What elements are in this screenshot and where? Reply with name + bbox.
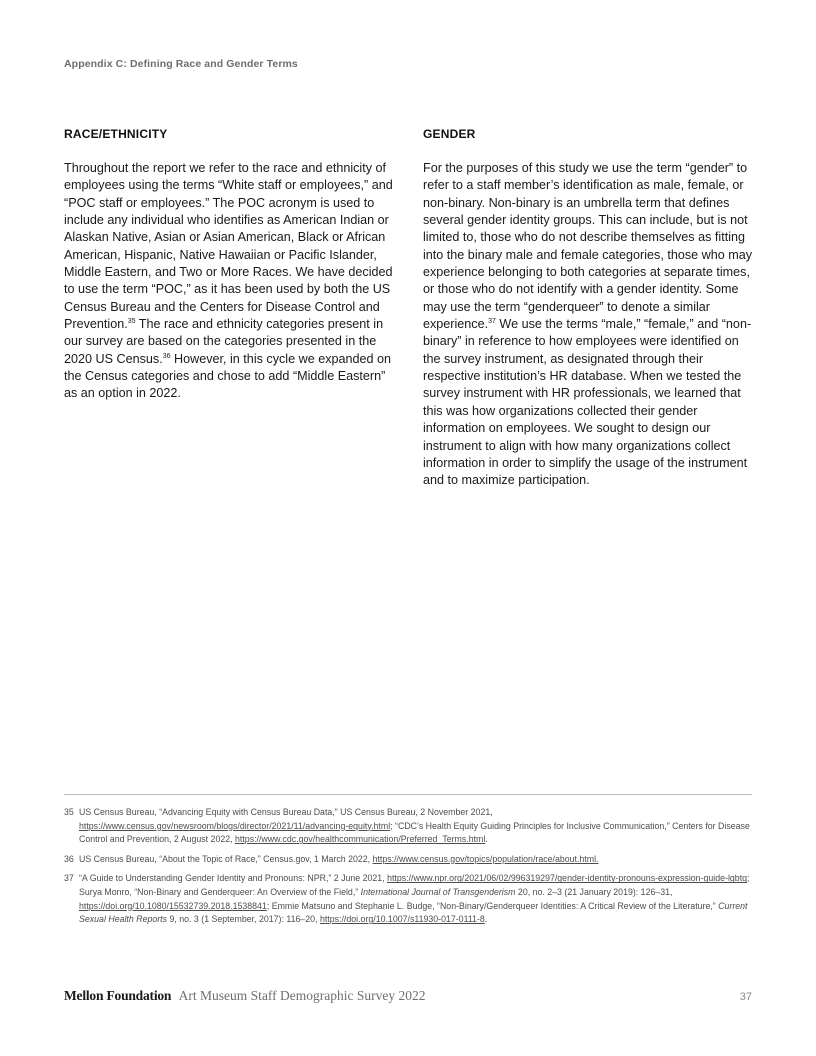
footnote-number: 35	[64, 807, 74, 817]
race-ethnicity-section	[64, 126, 400, 403]
footnote-link[interactable]: https://www.census.gov/topics/population/race/about.html.	[372, 853, 599, 864]
race-text-3: However, in this cycle we expanded on the Census categories and chose to add “Middle Eastern” as an option in 2022.	[64, 351, 392, 401]
gender-paragraph	[423, 160, 759, 490]
footnote-text: .	[485, 834, 488, 845]
footnote-number: 36	[64, 853, 74, 864]
gender-heading: GENDER	[423, 127, 476, 141]
footnote-35	[64, 806, 752, 847]
report-title: Art Museum Staff Demographic Survey 2022	[178, 988, 426, 1003]
footnote-ref-37[interactable]: 37	[488, 318, 496, 326]
page-number: 37	[739, 991, 752, 1003]
footnote-text: “A Guide to Understanding Gender Identity and Pronouns: NPR,” 2 June 2021,	[79, 873, 388, 884]
footnote-37	[64, 872, 752, 926]
gender-section	[423, 126, 759, 490]
footnote-36	[64, 853, 752, 867]
footnote-text: 9, no. 3 (1 September, 2017): 116–20,	[167, 914, 320, 925]
footnote-text: US Census Bureau, “About the Topic of Race,” Census.gov, 1 March 2022,	[79, 853, 373, 864]
brand-name: Mellon Foundation	[64, 988, 172, 1003]
footer-brand	[64, 988, 425, 1004]
race-ethnicity-heading: RACE/ETHNICITY	[64, 127, 168, 141]
gender-text-2: We use the terms “male,” “female,” and “non-binary” in reference to how employees were identified on the survey instrument, as designated through their respective institution’s HR database. When we tested the survey instrument with HR professionals, we learned that this was how organizations collected their gender information on employees. We sought to design our instrument to align with how many organizations collect information in order to simplify the usage of the instrument and to maximize participation.	[423, 317, 752, 488]
footnote-text: .	[484, 914, 488, 925]
footnotes	[64, 806, 752, 933]
race-text-2: The race and ethnicity categories present in our survey are based on the categories presented in the 2020 US Census.	[64, 317, 384, 366]
footnote-ref-36[interactable]: 36	[162, 352, 171, 360]
footnote-link[interactable]: https://www.cdc.gov/healthcommunication/Preferred_Terms.html	[235, 834, 486, 845]
footnote-ref-35[interactable]: 35	[127, 318, 136, 326]
gender-text-1: For the purposes of this study we use the term “gender” to refer to a staff member’s identification as male, female, or non-binary. Non-binary is an umbrella term that defines several gender identity groups. This can include, but is not limited to, those who do not describe themselves as fitting into the binary male and female categories, those who may experience belonging to both categories at separate times, or those who do not identify with a gender identity. Some may use the term “genderqueer” to denote a similar experience.	[423, 161, 753, 332]
footnote-text: US Census Bureau, “Advancing Equity with Census Bureau Data,” US Census Bureau, 2 November 2021,	[79, 807, 493, 817]
footnote-text: 20, no. 2–3 (21 January 2019): 126–31,	[515, 886, 673, 897]
footnote-link[interactable]: https://www.npr.org/2021/06/02/996319297/gender-identity-pronouns-expression-guide-lgbtq	[387, 873, 748, 884]
race-text-1: Throughout the report we refer to the race and ethnicity of employees using the terms “White staff or employees,” and “POC staff or employees.” The POC acronym is used to include any individual who identifies as American Indian or Alaskan Native, Asian or Asian American, Black or African American, Hispanic, Native Hawaiian or Pacific Islander, Middle Eastern, and Two or More Races. We have decided to use the term “POC,” as it has been used by both the US Census Bureau and the Centers for Disease Control and Prevention.	[64, 161, 393, 332]
footnote-number: 37	[64, 873, 74, 884]
footnote-divider	[64, 794, 752, 795]
running-head: Appendix C: Defining Race and Gender Terms	[64, 58, 298, 70]
journal-title: International Journal of Transgenderism	[360, 886, 516, 897]
footnote-text: ; Emmie Matsuno and Stephanie L. Budge, “Non-Binary/Genderqueer Identities: A Critical Review of the Literature,”	[266, 900, 719, 911]
footnote-text: ; Surya Monro, “Non-Binary and Genderqueer: An Overview of the Field,”	[79, 873, 750, 897]
footnote-link[interactable]: https://doi.org/10.1080/15532739.2018.1538841	[79, 900, 267, 911]
footnote-text: ; “CDC’s Health Equity Guiding Principles for Inclusive Communication,” Centers for Disease Control and Prevention, 2 August 2022,	[79, 820, 750, 845]
footnote-link[interactable]: https://doi.org/10.1007/s11930-017-0111-8	[319, 914, 485, 925]
race-ethnicity-paragraph	[64, 160, 400, 403]
footnote-link[interactable]: https://www.census.gov/newsroom/blogs/director/2021/11/advancing-equity.html	[79, 820, 391, 831]
journal-title: Current Sexual Health Reports	[79, 900, 748, 925]
